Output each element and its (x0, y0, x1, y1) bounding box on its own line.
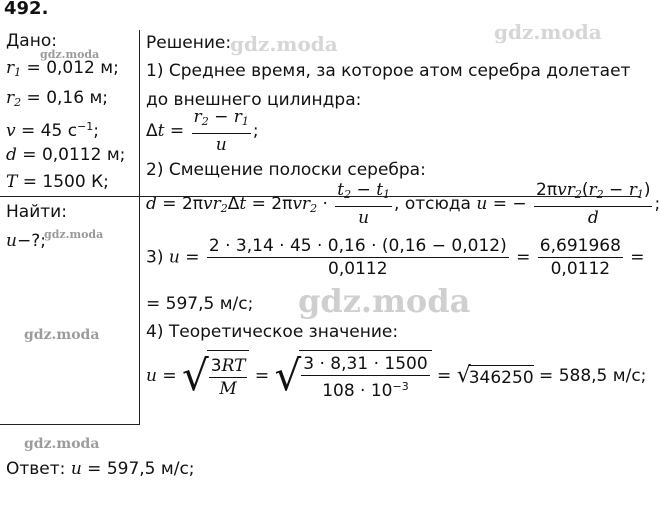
given-v: v = 45 $с^{-1}$; (6, 120, 99, 141)
given-r1: $r_1 = 0,012$ м; (6, 58, 119, 79)
watermark: gdz.moda (230, 32, 338, 56)
watermark: gdz.moda (44, 228, 104, 241)
watermark: gdz.moda (40, 48, 100, 61)
sqrt-sign-2: √ $\frac{3 \cdot 8,31 \cdot 1500}{108 \cdot 10^{-3}}$ (275, 350, 432, 402)
step3-result: = 597,5 м/с; (146, 294, 254, 314)
step2-label: 2) Смещение полоски серебра: (146, 160, 426, 180)
sqrt-sign-3: √ 346250 (456, 362, 534, 388)
find-divider-bottom (0, 424, 140, 425)
sqrt-sign-1: √ $\frac{3RT}{M}$ (182, 350, 249, 402)
step3-formula: 3) u = $\frac{2 \cdot 3,14 \cdot 45 \cdot 0,16 \cdot (0,16 - 0,012)}{0,0112}$ = $\frac{6,691968}{0,0112}$ = (146, 236, 645, 279)
given-r2: $r_2 = 0,16$ м; (6, 88, 109, 109)
find-label: Найти: (6, 202, 67, 222)
answer-line: Ответ: u = 597,5 м/с; (6, 459, 195, 479)
watermark: gdz.moda (24, 327, 100, 343)
step2-formula: d = 2πvr$_2$Δt = 2πvr$_2$ · $\frac{t_2 - t_1}{u}$ , отсюда u = − $\frac{2\pi vr_2(r_2 - r_1)}{d}$ ; (146, 180, 660, 228)
watermark: gdz.moda (298, 282, 471, 320)
watermark: gdz.moda (24, 436, 100, 452)
problem-number: 492. (4, 0, 49, 19)
step1-line1: 1) Среднее время, за которое атом серебра долетает (146, 61, 631, 81)
given-d: d = 0,0112 м; (6, 145, 126, 165)
given-T: T = 1500 К; (6, 172, 109, 192)
given-label: Дано: (6, 31, 57, 51)
step1-formula: Δt = $\frac{r_2 - r_1}{u}$ ; (146, 107, 259, 155)
step4-formula: u = √ $\frac{3RT}{M}$ = √ $\frac{3 \cdot 8,31 \cdot 1500}{108 \cdot 10^{-3}}$ = √ 346250 = 588,5 м/с; (146, 351, 647, 401)
watermark: gdz.moda (494, 20, 602, 44)
given-divider-vertical (139, 30, 140, 425)
step4-label: 4) Теоретическое значение: (146, 322, 399, 342)
find-item: u−?; (6, 231, 46, 251)
step1-line2: до внешнего цилиндра: (146, 90, 362, 110)
solution-label: Решение: (146, 33, 232, 53)
